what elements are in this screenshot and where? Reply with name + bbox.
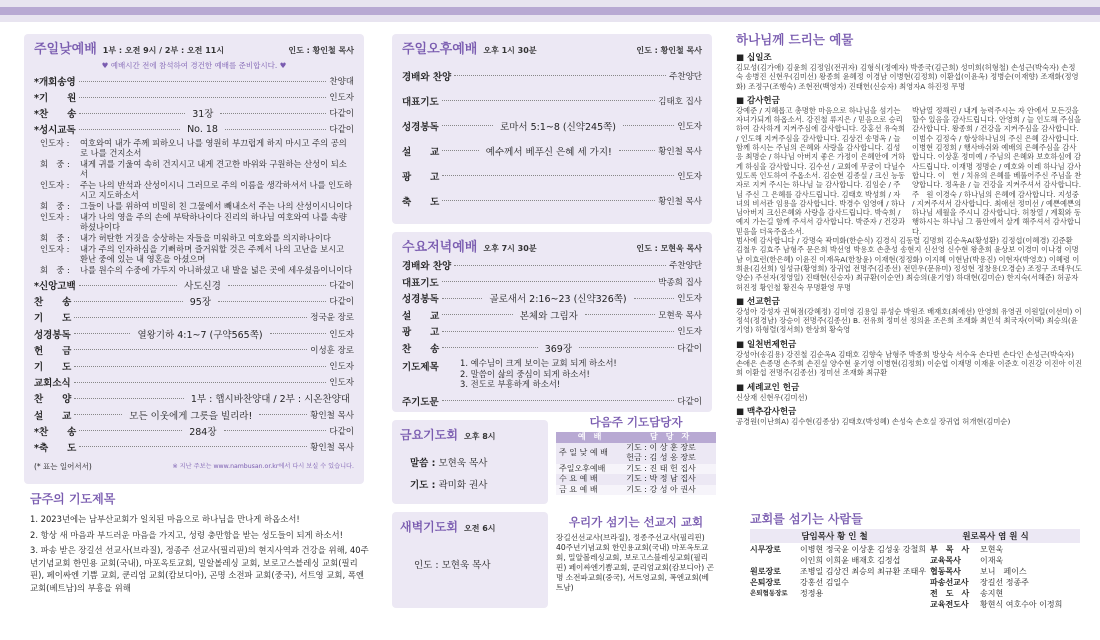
assignee: 기도 : 이 상 훈 장로 — [626, 442, 696, 452]
sunday-order-row — [34, 121, 354, 137]
staff-role: 원로장로 — [750, 567, 781, 576]
wed-order-person: 다같이 — [677, 343, 702, 354]
next-week-table — [556, 432, 716, 495]
reading-text: 그들이 나를 위하여 비밀히 친 그물에서 빼내소서 주는 나의 산성이시니이다 — [80, 201, 353, 211]
wed-order-person: 모현욱 목사 — [658, 310, 702, 321]
next-week-row — [556, 485, 716, 496]
responsive-reading-line — [40, 244, 354, 264]
wed-order-row — [402, 340, 702, 357]
sunday-order-person: 다같이 — [329, 125, 354, 135]
sunday-order-person: 다같이 — [329, 281, 355, 292]
staff-role: 파송선교사 — [930, 578, 969, 587]
wednesday-leader: 인도 : 모현욱 목사 — [636, 244, 702, 253]
wednesday-time: 오후 7시 30분 — [483, 244, 537, 253]
sunday-order-row — [34, 390, 354, 406]
sunday-order-row — [34, 374, 354, 390]
pm-order-content: 로마서 5:1~8 (신약245쪽) — [500, 121, 617, 133]
wed-prayer-label: 기도제목 — [402, 362, 439, 373]
sunday-order-label: 헌 금 — [34, 345, 72, 357]
missions-box — [556, 514, 716, 610]
staff-role: 은퇴협동장로 — [750, 589, 788, 597]
pm-order-person: 황인철 목사 — [658, 146, 703, 157]
mission-heading: ■ 선교헌금 — [736, 296, 780, 307]
reading-text: 여호와여 내가 주께 피하오니 나를 영원히 부끄럽게 하지 마시고 주의 공의로 나를 건지소서 — [80, 138, 347, 158]
wed-closing-label: 주기도문 — [402, 396, 439, 408]
responsive-reading-line — [40, 159, 354, 179]
pm-order-label: 대표기도 — [402, 96, 439, 108]
staff-role: 부 목 사 — [930, 545, 970, 554]
wed-order-row — [402, 323, 702, 340]
service-name: 금 요 예 배 — [559, 484, 598, 494]
staff-row — [750, 555, 930, 566]
wed-order-person: 주찬양단 — [669, 261, 702, 272]
website-note: ※ 지난 주보는 www.nambusan.or.kr에서 다시 보실 수 있습니다. — [172, 463, 354, 471]
dawn-title: 새벽기도회 — [400, 520, 458, 534]
staff-names: 보니 페이스 — [980, 567, 1027, 576]
pm-order-label: 성경봉독 — [402, 121, 439, 133]
next-week-row — [556, 474, 716, 485]
tithe-heading: ■ 십일조 — [736, 53, 772, 63]
sunday-service-box — [24, 34, 364, 484]
sunday-notice: ♥ 예배시간 전에 참석하여 경건한 예배를 준비합시다. ♥ — [101, 61, 287, 70]
sunday-order-person: 황인철 목사 — [310, 410, 354, 421]
staff-role: 교육목사 — [930, 556, 961, 565]
sunday-order-row — [34, 293, 354, 309]
building-list: 강성아(송김용) 강진철 김순옥A 김태호 김향숙 남형주 박종희 방상숙 서수옥 손다빈 손다인 손성근(박숙자) 손애은 손종명 손주희 손진실 양수현 윤기영 이병현(김정희) 이순엽 이재명 이재윤 이준호 이진강 이진아 이진희 이환섭 전명주(김종선) 정미선 조재화 최규환 — [736, 349, 1082, 378]
wed-order-row — [402, 307, 702, 324]
assignee: 기도 : 진 태 헌 집사 — [626, 463, 696, 473]
sunday-order-content: No. 18 — [187, 123, 218, 135]
staff-row — [750, 544, 930, 555]
staff-title: 교회를 섬기는 사람들 — [750, 512, 863, 526]
reading-text: 주는 나의 반석과 산성이시니 그러므로 주의 이름을 생각하셔서 나를 인도하시고 지도하소서 — [80, 180, 353, 200]
sunday-order-person: 다같이 — [329, 109, 355, 119]
wed-order-label: 경배와 찬양 — [402, 261, 452, 273]
wed-closing-row — [402, 393, 702, 409]
emeritus-pastor: 원로목사 염 원 식 — [962, 532, 1029, 542]
sunday-order-label: 찬 양 — [34, 394, 72, 406]
friday-lead: 모현욱 목사 — [438, 458, 488, 469]
sunday-order-row — [34, 89, 354, 105]
staff-role: 협동목사 — [930, 567, 961, 576]
reader: 회 중 : — [40, 201, 70, 211]
sunday-order-content: 1부 : 햅시바찬양대 / 2부 : 시온찬양대 — [190, 394, 350, 406]
pm-order-label: 설 교 — [402, 146, 440, 158]
staff-names: 정정용 — [800, 589, 824, 598]
senior-pastor: 담임목사 황 인 철 — [801, 532, 868, 542]
sunday-order-row — [34, 326, 354, 342]
sunday-order-person: 다같이 — [329, 426, 354, 437]
service-name: 주 일 낮 예 배 — [559, 447, 608, 457]
wed-order-label: 광 고 — [402, 327, 440, 339]
dawn-box — [392, 512, 548, 608]
next-week-row — [556, 464, 716, 475]
thanks-left: 강예준 / 지혜롭고 총명한 마음으로 하나님을 섬기는 자녀가되게 하옵소서. 강진철 류지은 / 믿음으로 승리하여 감사하게 지켜주심에 감사합니다. 강홍선 유숙희 / 인도해 지켜주심을 감사합니다. 김상건 송명옥 / 늘 함께 하시는 주님의 은혜와 사랑을 감사합니다. 김성응 최명순 / 하나님 아버지 좋은 가정이 은혜안에 거하게 하심을 감사합니다. 김수선 / 교회에 무궁이 다닐수 있도록 인도하여 주옵소서. 김순현 김종실 / 크신 능동자로 지켜 주시는 하나님 늘 감사합니다. 김임순 / 주님 주신 그 은혜를 감사드립니다. 김태호 박성희 / 자녀의 비서관 임용을 감사합니다. 박경수 임영애 / 하나님아버지 크신은혜와 사랑을 감사드립니다. 박숙희 / 예지 가는길 함께 주셔서 감사합니다. 박준자 / 건강과 믿음을 더욱주옵소서. — [736, 105, 906, 236]
sunday-order-content: 95장 — [189, 297, 211, 309]
staff-names: 이재욱 — [980, 556, 1004, 565]
pm-order-row — [402, 188, 702, 213]
staff-row — [930, 544, 1080, 555]
assignee: 기도 : 강 성 아 권사 — [626, 484, 696, 494]
responsive-reading-line — [40, 201, 354, 211]
wed-order-content: 본체와 그림자 — [519, 310, 578, 322]
staff-role — [750, 555, 800, 566]
responsive-reading-line — [40, 180, 354, 200]
staff-names: 황현식 여호수아 이정희 — [980, 600, 1063, 609]
friday-pray: 곽미화 권사 — [438, 480, 488, 491]
next-week-col2: 담 당 자 — [650, 432, 690, 441]
sunday-pm-time: 오후 1시 30분 — [483, 46, 537, 55]
sunday-order-label: *성시교독 — [34, 125, 76, 136]
footnote: (* 표는 일어서서) — [34, 462, 92, 472]
sunday-order-label: 설 교 — [34, 410, 72, 422]
sunday-pm-title: 주일오후예배 — [402, 42, 478, 57]
pm-order-row — [402, 163, 702, 188]
staff-row — [750, 588, 930, 599]
mission-list: 강성아 강성자 권혁점(강혜정) 김미영 김용일 류성순 박원조 배재호(최애선) 안영희 유영권 이원일(이선미) 이정석(정경남) 장승이 전명주(김종선) B. 전유희 정미선 정의윤 조은희 조재화 최인석 최국자(이택) 최승의(윤기영) 하형렬(정서희) 한상희 황숙영 — [736, 306, 1082, 335]
offerings-title: 하나님께 드리는 예물 — [736, 32, 854, 47]
sunday-order-label: 기 도 — [34, 362, 72, 374]
wednesday-title: 수요저녁예배 — [402, 240, 478, 255]
sunday-order-content: 사도신경 — [184, 281, 221, 293]
wed-order-row — [402, 290, 702, 307]
wed-order-label: 성경봉독 — [402, 294, 439, 306]
offerings — [736, 30, 1082, 498]
sunday-order-person: 황인철 목사 — [310, 442, 354, 453]
staff-row — [750, 566, 930, 577]
sunday-order-row — [34, 309, 354, 325]
tithe-list: 김묘성(김가애) 김윤희 김정임(전귀자) 김형식(정예자) 박종국(김근희) 성미희(허형철) 손성근(박숙자) 손정숙 송병진 신현우(김미선) 왕종희 윤혜정 이경남 이병현(김정희) 이환섭(이윤옥) 정병순(이재향) 조재화(정영화) 조정구(조행숙) 조현전(백영자) 진태헌(신승자) 최영자A 하진정 무명 — [736, 63, 1079, 91]
reading-text: 내가 주의 인자하심을 기뻐하며 즐거워할 것은 주께서 나의 고난을 보시고 환난 중에 있는 내 영혼을 아셨으며 — [80, 244, 345, 264]
building-heading: ■ 일천번제헌금 — [736, 339, 797, 350]
pm-order-row — [402, 63, 702, 88]
sunday-order-label: 성경봉독 — [34, 329, 71, 341]
sunday-order-label: *찬 송 — [34, 109, 77, 120]
friday-box — [392, 420, 548, 504]
sunday-order-person: 찬양대 — [329, 77, 354, 87]
wed-prayer-item: 3. 전도로 부흥하게 하소서! — [460, 379, 561, 389]
sunday-order-row — [34, 423, 354, 439]
wed-order-content: 골로새서 2:16~23 (신약326쪽) — [489, 294, 627, 306]
sunday-order-content: 284장 — [189, 426, 217, 438]
reader: 인도자 : — [40, 244, 70, 254]
sunday-order-row — [34, 439, 354, 455]
pm-order-person: 인도자 — [677, 171, 702, 182]
prayer-item: 3. 파송 받은 장길선 선교사(브라질), 정종주 선교사(필리핀)의 현지사역과 건강을 위해, 40주년기념교회 한민용 교회(국내), 마포옥토교회, 밀알볼레싱 교회, 보로고스블레싱 교회(필리핀), 페이싸엔 기쁨 교회, 쿤리엄 교회(캄보디아), 곤명 소전파 교회(중국), 서트영 교회, 폭엔 교회(베트남)의 부흥을 위해 — [30, 545, 369, 593]
thanks-names: 범사에 감사합니다 / 강명숙 곽미화(한순식) 김경식 김동렬 김명희 김순옥A(황성환) 김정섭(이혜경) 김준환 김철우 김효주 남형주 문은희 박선영 박용호 손춘성 송현지 신선영 신수현 왕춘희 윤상보 이경미 이나경 이명남 이효런(한은혜) 이윤진 이재옥A(한창윤) 이재현(정정화) 이지혜 이현남(박용진) 이현자(박영호) 이혜령 이희윤(김선희) 임성규(황영희) 장귀엽 전명주(김종선) 전민우(문유미) 정성현 정창용(오경순) 조정구 조태우(도양순) 주선자(정영일) 진태현(신승자) 최규환(이순연) 최승의(윤기영) 하대현(김미순) 한지숙(서해준) 허공자 허진정 황인철 황진숙 무명환영 무명 — [736, 236, 1082, 292]
sunday-order-person: 인도자 — [329, 362, 354, 373]
friday-title: 금요기도회 — [400, 428, 458, 442]
responsive-reading-line — [40, 233, 354, 243]
hundred-heading: ■ 맥추감사헌금 — [736, 406, 797, 417]
sunday-order-label: *찬 송 — [34, 426, 77, 438]
reader: 인도자 : — [40, 212, 70, 222]
sunday-order-content: 모든 이웃에게 그릇을 빌리라! — [129, 410, 253, 422]
staff-row — [930, 577, 1080, 588]
sunday-order-label: 기 도 — [34, 313, 72, 325]
next-week-row — [556, 443, 716, 454]
missions-title: 우리가 섬기는 선교지 교회 — [568, 515, 704, 529]
hundred-list: 공경원(이난희A) 김수현(김종상) 김태호(박성혜) 손성숙 손호실 장귀엽 허개현(김미순) — [736, 416, 1011, 426]
pm-order-row — [402, 138, 702, 163]
responsive-reading-line — [40, 212, 354, 232]
thanks-heading: ■ 감사헌금 — [736, 95, 780, 106]
pm-order-person: 김태호 집사 — [658, 96, 702, 107]
pm-order-row — [402, 88, 702, 113]
wed-prayer-item: 1. 예수님이 크게 보이는 교회 되게 하소서! — [460, 358, 617, 368]
staff-row — [930, 555, 1080, 566]
sunday-order-label: 찬 송 — [34, 297, 72, 309]
sunday-title: 주일낮예배 — [34, 42, 97, 57]
reading-text: 나를 원수의 수중에 가두지 아니하셨고 내 발을 넓은 곳에 세우셨음이니이다 — [80, 265, 353, 275]
pm-order-person: 황인철 목사 — [658, 196, 702, 207]
sunday-order-label: *기 원 — [34, 93, 77, 104]
wed-order-content: 369장 — [544, 343, 573, 355]
wed-closing-right: 다같이 — [677, 396, 702, 407]
pm-order-person: 인도자 — [677, 121, 702, 132]
responsive-reading-line — [40, 138, 354, 158]
sunday-order-label: 교회소식 — [34, 378, 71, 390]
pm-order-label: 축 도 — [402, 196, 440, 208]
staff-names: 조병일 김상건 최승의 최규환 조태우 — [800, 567, 927, 576]
prayer-topics-title: 금주의 기도제목 — [30, 492, 116, 506]
next-week-col1: 예 배 — [577, 432, 602, 441]
sunday-order-content: 31장 — [192, 109, 214, 120]
responsive-reading-line — [40, 265, 354, 275]
sunday-order-row — [34, 342, 354, 358]
wed-prayer-item: 2. 말씀이 삶의 중심이 되게 하소서! — [460, 368, 590, 379]
sunday-order-content: 열왕기하 4:1~7 (구약565쪽) — [137, 329, 263, 341]
sunday-order-person: 정국윤 장로 — [310, 313, 354, 324]
sunday-order-row — [34, 73, 354, 89]
top-banner — [0, 0, 1100, 22]
staff-names: 강홍선 김일수 — [800, 578, 849, 587]
reader: 인도자 : — [40, 138, 70, 148]
covenant-list: 신상재 신현우(김미선) — [736, 392, 808, 402]
staff-names: 이인희 이희윤 배재호 김정섭 — [800, 556, 901, 565]
assignee: 헌금 : 김 성 옹 장로 — [626, 453, 696, 462]
staff-role: 전 도 사 — [930, 589, 970, 598]
wed-order-person: 박종희 집사 — [658, 277, 702, 288]
staff-role: 시무장로 — [750, 545, 781, 554]
staff-box — [750, 510, 1080, 610]
staff-names: 장길선 정종주 — [980, 578, 1029, 587]
sunday-order-person: 인도자 — [329, 93, 354, 103]
reader: 회 중 : — [40, 233, 70, 243]
service-name: 수 요 예 배 — [559, 474, 598, 483]
staff-row — [930, 588, 1080, 599]
wed-order-row — [402, 274, 702, 291]
missions-text: 장길선선교사(브라질), 정종주선교사(필리핀) 40주년기념교회 한민용교회(국내) 마포옥토교회, 밀알볼레싱교회, 보로고스블레싱교회(필리핀) 페이싸엔기쁨교회, 쿤리엄교회(캄보디아) 곤명 소전파교회(중국), 서트영교회, 폭엔교회(베트남) — [556, 533, 714, 592]
wed-order-label: 대표기도 — [402, 277, 439, 289]
staff-names: 모현욱 — [980, 545, 1004, 554]
friday-lead-label: 말씀 : — [410, 458, 436, 469]
sunday-order-label: *축 도 — [34, 442, 77, 454]
reading-text: 내가 허탄한 거짓을 숭상하는 자들을 미워하고 여호와를 의지하나이다 — [80, 233, 331, 243]
pm-order-label: 경배와 찬양 — [402, 71, 452, 83]
wed-order-label: 찬 송 — [402, 343, 440, 355]
wed-order-row — [402, 257, 702, 274]
assignee: 기도 : 박 정 남 집사 — [626, 474, 696, 483]
staff-row — [750, 577, 930, 588]
wed-order-person: 인도자 — [677, 294, 703, 305]
sunday-order-row — [34, 407, 354, 423]
staff-role: 교육전도사 — [930, 600, 969, 609]
sunday-order-person: 인도자 — [329, 329, 355, 340]
reader: 회 중 : — [40, 159, 70, 169]
sunday-order-person: 인도자 — [329, 378, 354, 389]
reading-text: 내게 귀를 기울여 속히 건지시고 내게 견고한 바위와 구원하는 산성이 되소서 — [80, 159, 347, 179]
sunday-order-label: *개회송영 — [34, 77, 76, 88]
sunday-order-row — [34, 358, 354, 374]
wed-order-person: 인도자 — [677, 327, 702, 338]
sunday-leader: 인도 : 황인철 목사 — [288, 46, 354, 55]
reader: 인도자 : — [40, 180, 70, 190]
dawn-time: 오전 6시 — [463, 524, 496, 533]
friday-pray-label: 기도 : — [410, 480, 436, 491]
staff-row — [930, 566, 1080, 577]
sunday-order-person: 다같이 — [329, 297, 355, 308]
dawn-lead: 인도 : 모현욱 목사 — [414, 560, 491, 571]
sunday-order-label: *신앙고백 — [34, 281, 76, 293]
wednesday-box — [392, 232, 712, 412]
thanks-right: 박남열 정해린 / 내게 능력주시는 자 안에서 모든것을 할수 있음을 감사드립니다. 안영희 / 늘 인도해 주심을 감사합니다. 왕종희 / 건강을 지켜주심을 감사합니다. 이범수 김정숙 / 항상하나님의 주신 은혜 감사합니다. 이병현 김정희 / 행사바쉬와 예배의 은혜주심을 감사합니다. 이상훈 정미예 / 주님의 은혜와 보호하심에 감사드립니다. 이재명 정명순 / 예호와 이레 하나님 감사합니다. 이 헌 / 치유의 은혜를 베풀어주신 주님을 찬양합니다. 정옥윤 / 늘 건강을 지켜주셔서 감사합니다. 주 원 이경숙 / 하나님의 은혜에 감사합니다. 지성중 / 지켜주셔서 감사합니다. 최애선 정미선 / 예쁜예쁜의 하나님 세월을 주시니 감사합니다. 허창열 / 계획와 동행하시는 하나님 그 품안에서 살게 해주셔서 감사합니다. — [912, 105, 1082, 236]
pm-order-label: 광 고 — [402, 171, 440, 183]
sunday-pm-leader: 인도 : 황인철 목사 — [636, 46, 702, 55]
next-week-box — [556, 414, 716, 508]
reading-text: 내가 나의 영을 주의 손에 부탁하나이다 진리의 하나님 여호와여 나를 속량하셨나이다 — [80, 212, 347, 232]
sunday-order-row — [34, 277, 354, 293]
pm-order-person: 주찬양단 — [669, 71, 702, 82]
wed-order-label: 설 교 — [402, 310, 440, 322]
staff-names: 이병현 정국윤 이상훈 김성웅 강철희 — [800, 545, 927, 554]
covenant-heading: ■ 세례교인 헌금 — [736, 382, 800, 393]
service-name: 주일오후예배 — [559, 463, 606, 473]
staff-role: 은퇴장로 — [750, 578, 781, 587]
pm-order-content: 예수께서 베푸신 은혜 세 가지! — [485, 146, 612, 158]
prayer-item: 2. 항상 새 마음과 부드러운 마음을 가지고, 성령 충만함을 받는 성도들이 되게 하소서! — [30, 529, 343, 540]
sunday-times: 1부 : 오전 9시 / 2부 : 오전 11시 — [102, 46, 225, 55]
sunday-pm-box — [392, 34, 712, 224]
sunday-order-row — [34, 105, 354, 121]
prayer-topics — [30, 490, 370, 597]
pm-order-row — [402, 113, 702, 138]
friday-time: 오후 8시 — [463, 432, 496, 441]
sunday-order-person: 이성훈 장로 — [310, 345, 354, 356]
prayer-item: 1. 2023년에는 남부산교회가 일치된 마음으로 하나님을 만나게 하옵소서! — [30, 514, 300, 524]
staff-row — [930, 599, 1080, 610]
staff-names: 송지현 — [980, 589, 1004, 598]
next-week-title: 다음주 기도담당자 — [589, 415, 683, 429]
reader: 회 중 : — [40, 265, 70, 275]
